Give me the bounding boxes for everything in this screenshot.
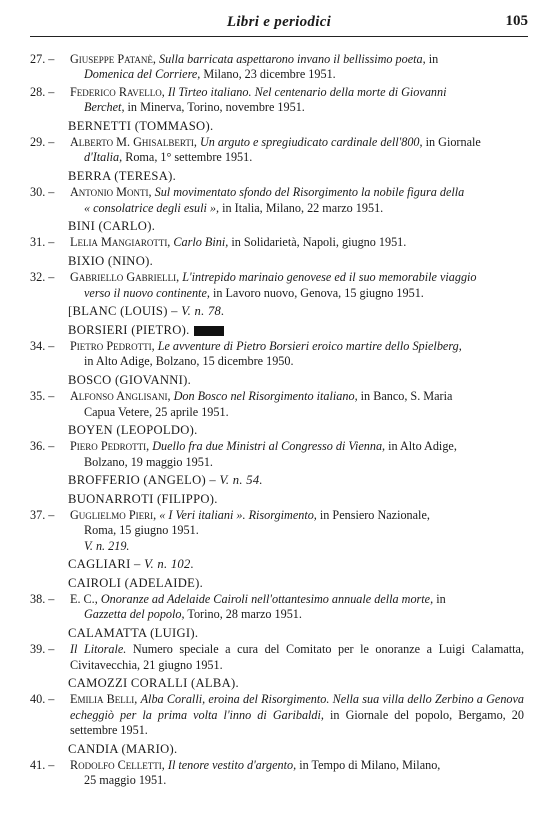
entry-author: Emilia Belli, (70, 692, 138, 707)
subject-name: CAGLIARI – (68, 557, 141, 572)
entry-title: Onoranze ad Adelaide Cairoli nell'ottantesimo annuale della morte, (100, 592, 434, 606)
entry-number: 38. – (30, 592, 55, 606)
bibliography-entry (30, 439, 530, 470)
entry-title-cont: d'Italia, (84, 150, 123, 165)
entry-number: 35. – (30, 389, 55, 404)
entry-source: in Giornale del popolo, Bergamo, 20 settembre 1951. (70, 707, 524, 738)
entry-author: Piero Pedrotti, (70, 439, 150, 454)
entry-source: Numero speciale a cura del Comitato per le onoranze a Luigi Calamatta, Civitavecchia, 21 giugno 1951. (70, 642, 524, 672)
entry-source-cont: Milano, 23 dicembre 1951. (200, 67, 336, 82)
redaction-mark (194, 326, 224, 336)
entry-title-cont: Gazzetta del popolo, (84, 607, 185, 622)
entry-author: E. C., (70, 592, 98, 606)
entry-source-cont: Torino, 28 marzo 1951. (184, 607, 302, 622)
entry-continuation (70, 354, 524, 369)
subject-name: BUONARROTI (FILIPPO). (68, 491, 218, 506)
entry-source: in (425, 52, 439, 66)
entry-title: Sulla barricata aspettarono invano il bellissimo poeta, (159, 52, 426, 66)
entry-title: Il Litorale. (70, 642, 127, 657)
entry-author: Federico Ravello, (70, 84, 165, 99)
entry-continuation (70, 773, 524, 788)
entry-title: Don Bosco nel Risorgimento italiano, (173, 389, 358, 404)
entry-source-cont: Roma, 15 giugno 1951. (84, 523, 199, 538)
entry-continuation (70, 201, 524, 216)
entry-source: in Tempo di Milano, Milano, (296, 758, 441, 773)
entry-number: 28. – (30, 84, 55, 99)
entry-title-cont: Berchet, (84, 100, 125, 115)
entry-title: Un arguto e spregiudicato cardinale dell'800, (199, 135, 423, 150)
subject-heading (68, 254, 530, 269)
entry-title: « I Veri italiani ». Risorgimento, (159, 507, 317, 522)
entry-source-cont: Capua Vetere, 25 aprile 1951. (84, 404, 229, 419)
bibliography-entry (30, 508, 530, 554)
entry-title-cont: « consolatrice degli esuli », (84, 200, 220, 215)
subject-name: CALAMATTA (LUIGI). (68, 625, 199, 640)
entry-title: Alba Coralli, eroina del Risorgimento. Nella sua villa dello Zerbino a Genova echeggiò per la prima volta l'inno di Garibaldi, (70, 692, 525, 722)
cross-reference: V. n. 219. (84, 538, 130, 553)
subject-heading (68, 323, 530, 338)
entry-continuation (70, 455, 524, 470)
bibliography-entry (30, 389, 530, 420)
entry-source-cont: in Minerva, Torino, novembre 1951. (124, 100, 305, 115)
subject-name: BROFFERIO (ANGELO) – (68, 473, 217, 488)
entry-title: Le avventure di Pietro Borsieri eroico martire dello Spielberg, (157, 338, 462, 353)
entry-number: 30. – (30, 185, 55, 200)
entry-source: in Pensiero Nazionale, (316, 507, 430, 522)
subject-heading (68, 676, 530, 691)
entry-continuation (70, 67, 524, 82)
bibliography-entry (30, 758, 530, 789)
subject-heading (68, 423, 530, 438)
subject-heading (68, 742, 530, 757)
subject-name: BOYEN (LEOPOLDO). (68, 422, 198, 437)
entry-author: Alberto M. Ghisalberti, (70, 135, 197, 150)
subject-name: BIXIO (NINO). (68, 253, 154, 268)
entry-title: Carlo Bini, (173, 235, 229, 250)
entry-title-cont: verso il nuovo continente, (84, 285, 210, 300)
entry-number: 37. – (30, 507, 55, 522)
entry-number: 32. – (30, 270, 55, 285)
entry-continuation (70, 150, 524, 165)
entry-title: Sul movimentato sfondo del Risorgimento la nobile figura della (154, 185, 465, 200)
cross-reference: V. n. 78. (181, 304, 225, 319)
bibliography-entry (30, 270, 530, 301)
entry-source-cont: 25 maggio 1951. (84, 773, 167, 788)
entry-number: 27. – (30, 52, 55, 66)
subject-name: CAMOZZI CORALLI (ALBA). (68, 676, 239, 691)
bibliography-entry (30, 592, 530, 623)
entry-number: 34. – (30, 338, 55, 353)
entry-title: Duello fra due Ministri al Congresso di Vienna, (152, 439, 386, 454)
entry-continuation (70, 523, 524, 538)
subject-heading (68, 576, 530, 591)
entry-title: Il tenore vestito d'argento, (167, 758, 297, 773)
subject-name: BERRA (TERESA). (68, 168, 177, 183)
subject-name: [BLANC (LOUIS) – (68, 304, 178, 319)
subject-heading (68, 626, 530, 641)
bibliography-entry (30, 185, 530, 216)
entry-source: in Banco, S. Maria (357, 389, 453, 404)
entry-source-cont: in Alto Adige, Bolzano, 15 dicembre 1950. (84, 354, 294, 369)
entry-source: in (433, 592, 446, 606)
cross-reference: V. n. 54. (219, 473, 263, 488)
entry-number: 29. – (30, 135, 55, 150)
subject-heading (68, 119, 530, 134)
bibliography-entry (30, 235, 530, 250)
entry-source-cont: in Italia, Milano, 22 marzo 1951. (219, 200, 384, 215)
entry-source: in Alto Adige, (385, 439, 457, 454)
entry-author: Rodolfo Celletti, (70, 758, 165, 773)
bibliography-entry (30, 692, 530, 738)
entry-source: in Solidarietà, Napoli, giugno 1951. (228, 235, 407, 250)
entry-title: L'intrepido marinaio genovese ed il suo memorabile viaggio (182, 270, 477, 285)
entry-source-cont: in Lavoro nuovo, Genova, 15 giugno 1951. (209, 285, 424, 300)
entry-author: Guglielmo Pieri, (70, 507, 157, 522)
bibliography-entry (30, 85, 530, 116)
entry-number: 36. – (30, 439, 55, 454)
cross-reference: V. n. 102. (144, 557, 195, 572)
entry-author: Lelia Mangiarotti, (70, 235, 171, 250)
entry-source: in Giornale (422, 135, 481, 150)
entry-number: 41. – (30, 758, 55, 773)
entry-title-cont: Domenica del Corriere, (84, 67, 201, 82)
entry-author: Gabriello Gabrielli, (70, 270, 180, 285)
entry-author: Antonio Monti, (70, 185, 152, 200)
running-title: Libri e periodici (226, 14, 332, 30)
subject-heading (68, 304, 530, 319)
entry-source-cont: Roma, 1° settembre 1951. (122, 150, 253, 165)
subject-heading (68, 373, 530, 388)
entry-continuation (70, 405, 524, 420)
running-header (30, 10, 528, 37)
subject-name: BINI (CARLO). (68, 219, 156, 234)
entry-continuation (70, 100, 524, 115)
subject-heading (68, 169, 530, 184)
entry-number: 39. – (30, 642, 55, 657)
subject-heading (68, 492, 530, 507)
entry-title: Il Tirteo italiano. Nel centenario della morte di Giovanni (167, 84, 447, 99)
subject-name: BOSCO (GIOVANNI). (68, 372, 192, 387)
subject-name: CAIROLI (ADELAIDE). (68, 575, 204, 590)
entry-author: Giuseppe Patanè, (70, 52, 156, 66)
bibliography-entry (30, 339, 530, 370)
bibliography-entry (30, 52, 530, 83)
bibliography-list (30, 52, 530, 791)
page-number: 105 (505, 13, 528, 29)
bibliography-entry (30, 642, 530, 673)
subject-name: BERNETTI (TOMMASO). (68, 118, 214, 133)
entry-author: Pietro Pedrotti, (70, 338, 155, 353)
entry-source-cont: Bolzano, 19 maggio 1951. (84, 454, 213, 469)
entry-number: 40. – (30, 692, 55, 707)
subject-heading (68, 219, 530, 234)
subject-heading (68, 557, 530, 572)
entry-number: 31. – (30, 235, 55, 250)
entry-continuation (70, 286, 524, 301)
subject-heading (68, 473, 530, 488)
subject-name: BORSIERI (PIETRO). (68, 322, 190, 337)
entry-author: Alfonso Anglisani, (70, 389, 171, 404)
bibliography-entry (30, 135, 530, 166)
entry-continuation (70, 607, 524, 622)
subject-name: CANDIA (MARIO). (68, 741, 178, 756)
